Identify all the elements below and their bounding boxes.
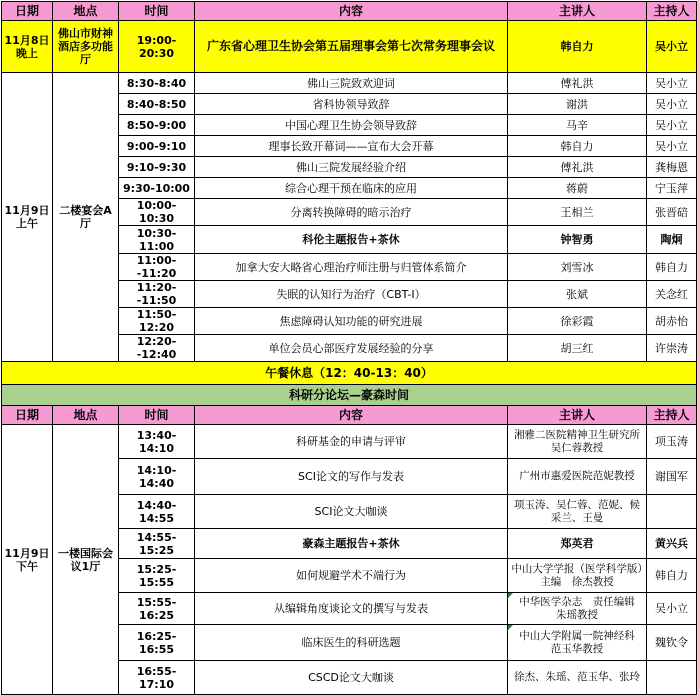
row-time: 10:00-10:30 — [119, 199, 195, 226]
header-speaker: 主讲人 — [508, 2, 647, 21]
row-content: SCI论文大咖谈 — [195, 495, 508, 529]
row-content: 如何规避学术不端行为 — [195, 559, 508, 593]
row-speaker: 傅礼洪 — [508, 157, 647, 178]
row-host: 张晋碚 — [647, 199, 697, 226]
row-host: 韩自力 — [647, 559, 697, 593]
row-host: 项玉涛 — [647, 425, 697, 459]
row-content: SCI论文的写作与发表 — [195, 459, 508, 495]
row-host: 许崇涛 — [647, 335, 697, 362]
row-content: 失眠的认知行为治疗（CBT-I） — [195, 281, 508, 308]
row-time: 14:55-15:25 — [119, 529, 195, 559]
row-content: 综合心理干预在临床的应用 — [195, 178, 508, 199]
row-content: 理事长致开幕词——宣布大会开幕 — [195, 136, 508, 157]
row-time: 15:55-16:25 — [119, 593, 195, 625]
forum-title: 科研分论坛—豪森时间 — [2, 385, 697, 406]
session2-date: 11月9日上午 — [2, 73, 53, 362]
row-host: 吴小立 — [647, 593, 697, 625]
lunch-break: 午餐休息（12：40-13：40） — [2, 362, 697, 385]
row-speaker: 刘雪冰 — [508, 254, 647, 281]
row-host: 谢国军 — [647, 459, 697, 495]
row-content: CSCD论文大咖谈 — [195, 661, 508, 695]
row-host: 宁玉萍 — [647, 178, 697, 199]
row-content: 佛山三院发展经验介绍 — [195, 157, 508, 178]
header-row — [2, 2, 697, 21]
row-content: 科伦主题报告+茶休 — [195, 226, 508, 254]
row-speaker: 傅礼洪 — [508, 73, 647, 94]
row-time: 9:30-10:00 — [119, 178, 195, 199]
row-content: 中国心理卫生协会领导致辞 — [195, 115, 508, 136]
row-content: 豪森主题报告+茶休 — [195, 529, 508, 559]
row-time: 8:30-8:40 — [119, 73, 195, 94]
row-host: 吴小立 — [647, 136, 697, 157]
header-date: 日期 — [2, 2, 53, 21]
row-time: 10:30-11:00 — [119, 226, 195, 254]
row-speaker: 广州市惠爱医院范妮教授 — [508, 459, 647, 495]
row-content: 省科协领导致辞 — [195, 94, 508, 115]
session1-time: 19:00-20:30 — [119, 21, 195, 73]
session1-place: 佛山市财神酒店多功能厅 — [53, 21, 119, 73]
row-speaker: 蒋蔚 — [508, 178, 647, 199]
table-row — [2, 73, 697, 94]
row-time: 15:25-15:55 — [119, 559, 195, 593]
row-speaker — [508, 625, 647, 661]
row-host: 关念红 — [647, 281, 697, 308]
row-speaker: 胡三红 — [508, 335, 647, 362]
header-time: 时间 — [119, 406, 195, 425]
row-host: 吴小立 — [647, 115, 697, 136]
comment-marker-icon — [508, 593, 513, 598]
row-content: 佛山三院致欢迎词 — [195, 73, 508, 94]
header-content: 内容 — [195, 2, 508, 21]
session2-place: 二楼宴会A厅 — [53, 73, 119, 362]
row-time: 13:40-14:10 — [119, 425, 195, 459]
row-speaker-text: 中山大学附属一院神经科 范玉华教授 — [519, 629, 646, 655]
session3-date: 11月9日下午 — [2, 425, 53, 695]
session1-host: 吴小立 — [647, 21, 697, 73]
row-speaker: 湘雅二医院精神卫生研究所 吴仁蓉教授 — [508, 425, 647, 459]
row-content: 单位会员心部医疗发展经验的分享 — [195, 335, 508, 362]
header-speaker: 主讲人 — [508, 406, 647, 425]
row-time: 14:40-14:55 — [119, 495, 195, 529]
row-speaker: 郑英君 — [508, 529, 647, 559]
row-speaker: 王相兰 — [508, 199, 647, 226]
row-host: 韩自力 — [647, 254, 697, 281]
header-content: 内容 — [195, 406, 508, 425]
row-speaker: 谢洪 — [508, 94, 647, 115]
row-host — [647, 495, 697, 529]
row-time: 16:55-17:10 — [119, 661, 195, 695]
row-host — [647, 661, 697, 695]
row-time: 11:20--11:50 — [119, 281, 195, 308]
session1-row — [2, 21, 697, 73]
row-speaker: 张斌 — [508, 281, 647, 308]
header-host: 主持人 — [647, 2, 697, 21]
row-time: 14:10-14:40 — [119, 459, 195, 495]
row-content: 分离转换障碍的暗示治疗 — [195, 199, 508, 226]
row-speaker: 钟智勇 — [508, 226, 647, 254]
row-time: 12:20--12:40 — [119, 335, 195, 362]
header-place: 地点 — [53, 2, 119, 21]
row-time: 16:25-16:55 — [119, 625, 195, 661]
row-time: 11:00--11:20 — [119, 254, 195, 281]
row-speaker: 马辛 — [508, 115, 647, 136]
row-time: 9:10-9:30 — [119, 157, 195, 178]
session3-place: 一楼国际会议1厅 — [53, 425, 119, 695]
table-row — [2, 425, 697, 459]
header-place: 地点 — [53, 406, 119, 425]
comment-marker-icon — [508, 625, 513, 630]
row-speaker: 项玉涛、吴仁蓉、范妮、候采兰、王曼 — [508, 495, 647, 529]
row-host: 吴小立 — [647, 73, 697, 94]
row-host: 陶炯 — [647, 226, 697, 254]
row-host: 龚梅恩 — [647, 157, 697, 178]
row-speaker — [508, 593, 647, 625]
row-time: 11:50-12:20 — [119, 308, 195, 335]
row-speaker: 徐杰、朱瑶、范玉华、张玲 — [508, 661, 647, 695]
session1-content: 广东省心理卫生协会第五届理事会第七次常务理事会议 — [195, 21, 508, 73]
forum-row — [2, 385, 697, 406]
header-date: 日期 — [2, 406, 53, 425]
header-row — [2, 406, 697, 425]
row-speaker-text: 中华医学杂志 责任编辑 朱瑶教授 — [519, 595, 646, 621]
header-host: 主持人 — [647, 406, 697, 425]
row-speaker: 徐彩霞 — [508, 308, 647, 335]
row-content: 加拿大安大略省心理治疗师注册与归管体系简介 — [195, 254, 508, 281]
row-time: 9:00-9:10 — [119, 136, 195, 157]
lunch-row — [2, 362, 697, 385]
row-content: 临床医生的科研选题 — [195, 625, 508, 661]
session1-date: 11月8日晚上 — [2, 21, 53, 73]
session1-speaker: 韩自力 — [508, 21, 647, 73]
row-host: 魏钦令 — [647, 625, 697, 661]
header-time: 时间 — [119, 2, 195, 21]
schedule-table — [1, 1, 697, 695]
row-speaker: 中山大学学报（医学科学版）主编 徐杰教授 — [508, 559, 647, 593]
row-content: 焦虑障碍认知功能的研究进展 — [195, 308, 508, 335]
row-host: 吴小立 — [647, 94, 697, 115]
row-content: 从编辑角度谈论文的撰写与发表 — [195, 593, 508, 625]
row-host: 黄兴兵 — [647, 529, 697, 559]
row-time: 8:40-8:50 — [119, 94, 195, 115]
row-speaker: 韩自力 — [508, 136, 647, 157]
row-content: 科研基金的申请与评审 — [195, 425, 508, 459]
row-host: 胡赤怡 — [647, 308, 697, 335]
row-time: 8:50-9:00 — [119, 115, 195, 136]
